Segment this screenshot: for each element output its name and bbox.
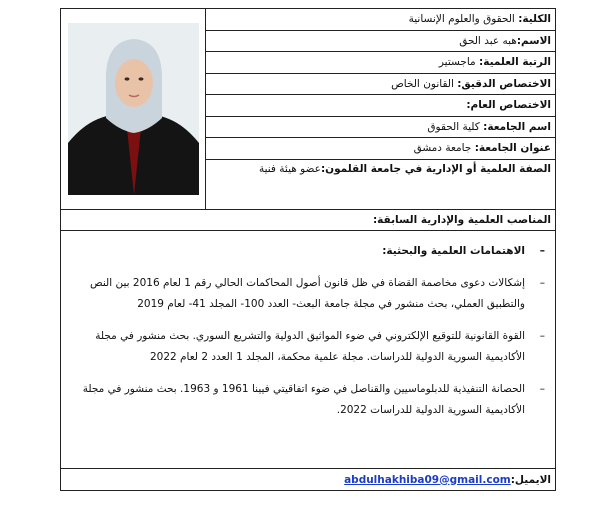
interest-line: الأكاديمية السورية الدولية للدراسات. مجلة علمية محكمة، المجلد 1 العدد 2 لعام 2022 <box>149 351 525 363</box>
interest-line: – الحصانة التنفيذية للدبلوماسيين والقناصل في ضوء اتفاقيتي فيينا 1961 و 1963. بحث منشور في مجلة <box>82 383 525 395</box>
position-value: عضو هيئة فنية <box>258 162 321 175</box>
interest-item <box>71 326 547 368</box>
interest-item <box>71 273 547 315</box>
name-value: هبه عبد الحق <box>459 34 517 47</box>
email-label: الايميل: <box>510 473 551 486</box>
name-label: الاسم: <box>516 34 551 47</box>
college-label: الكلية: <box>518 13 551 26</box>
interests-row <box>61 231 556 469</box>
university-address-value: جامعة دمشق <box>413 142 472 155</box>
interest-item <box>71 379 547 421</box>
interests-heading: – الاهتمامات العلمية والبحثية: <box>71 241 547 262</box>
university-address-label: عنوان الجامعة: <box>474 142 551 155</box>
general-spec-label: الاختصاص العام: <box>466 99 551 112</box>
email-row <box>61 469 556 491</box>
rank-label: الرتبة العلمية: <box>479 56 551 69</box>
previous-positions-row <box>61 209 556 231</box>
cv-table <box>60 8 556 491</box>
interest-line: – القوة القانونية للتوقيع الإلكتروني في ضوء المواثيق الدولية والتشريع السوري. بحث منشور في مجلة <box>95 330 525 342</box>
interest-line: – إشكالات دعوى مخاصمة القضاة في ظل قانون أصول المحاكمات الحالي رقم 1 لعام 2016 بين النص <box>89 277 525 289</box>
specialization-value: القانون الخاص <box>391 77 454 90</box>
specialization-label: الاختصاص الدقيق: <box>457 77 551 90</box>
university-name-label: اسم الجامعة: <box>483 120 551 133</box>
interest-line: والتطبيق العملي، بحث منشور في مجلة جامعة البعث- العدد 100- المجلد 41- لعام 2019 <box>137 298 525 310</box>
email-link[interactable]: abdulhakhiba09@gmail.com <box>344 473 511 486</box>
previous-positions-heading: المناصب العلمية والإدارية السابقة: <box>372 213 551 226</box>
university-name-value: كلية الحقوق <box>427 120 480 133</box>
college-value: الحقوق والعلوم الإنسانية <box>408 13 515 26</box>
interest-line: الأكاديمية السورية الدولية للدراسات 2022. <box>336 404 525 416</box>
photo-cell <box>61 9 206 210</box>
position-label: الصفة العلمية أو الإدارية في جامعة القلمون: <box>320 162 551 175</box>
college-row <box>61 9 556 31</box>
rank-value: ماجستير <box>438 56 476 69</box>
person-portrait-photo <box>68 23 199 195</box>
